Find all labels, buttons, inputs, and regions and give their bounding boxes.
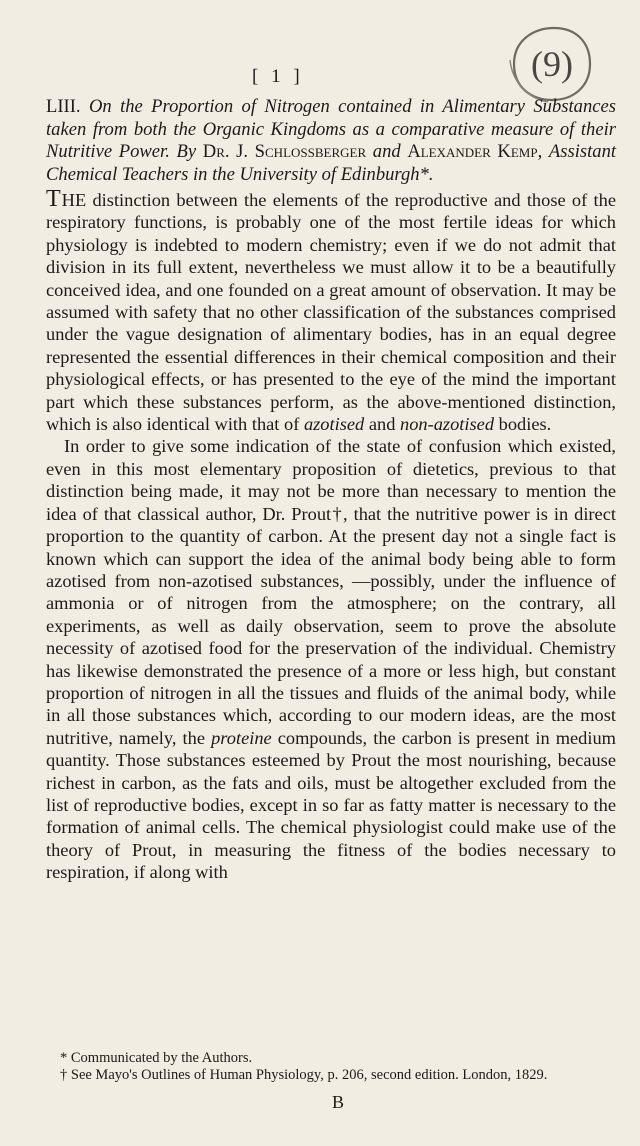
paragraph-1-text-a: HE distinction between the elements of the reproductive and those of the respiratory functions, is probably one of the most fertile ideas for which physiology is indebted to modern chemistry; even if we do not admit that division in its full extent, nevertheless we must allow it to be a beautifully conceived idea, and one founded on a great amount of observation. It may be assumed with safety that no other classification of the substances comprised under the vague designation of alimentary bodies, has in an equal degree represented the essential differences in their chemical composition and their physiological effects, or has presented to the eye of the mind the important part which these substances perform, as the above-mentioned distinction, which is also identical with that of [46,190,616,435]
footnotes [46,1050,616,1083]
footnote-2: † See Mayo's Outlines of Human Physiology, p. 206, second edition. London, 1829. [60,1066,548,1083]
article-body [46,96,616,884]
signature-mark: B [332,1092,345,1112]
author-affiliation: Assistant Chemical Teachers in the University of Edinburgh*. [46,141,617,185]
paragraph-1-italic-1: azotised [303,414,365,435]
author-2: Alexander Kemp, [407,141,543,162]
paragraph-2-italic-1: proteine [211,727,272,748]
library-stamp [496,20,596,108]
byline-and: and [372,141,401,162]
author-1: Dr. J. Schlossberger [202,141,367,162]
article-number: LIII. [46,96,81,117]
article-heading [46,96,616,186]
paragraph-1 [46,186,616,435]
paragraph-2-text-b: compounds, the carbon is present in medium quantity. Those substances esteemed by Prout the most nourishing, because richest in carbon, as the fats and oils, must be altogether excluded from the list of reproductive bodies, except in so far as fatty matter is necessary to the formation of animal cells. The chemical physiologist could make use of the theory of Prout, in measuring the fitness of the bodies necessary to respiration, if along with [46,727,616,883]
paragraph-1-text-b: and [368,414,396,435]
page-number: [ 1 ] [252,66,304,87]
article-title: On the Proportion of Nitrogen contained in Alimentary Substances taken from both the Organic Kingdoms as a comparative measure of their Nutritive Power. [46,96,616,162]
drop-cap: T [46,186,62,212]
stamp-mark: (9) [531,44,573,84]
paragraph-2-text-a: In order to give some indication of the state of confusion which existed, even in this most elementary proposition of dietetics, previous to that distinction being made, it may not be more than necessary to mention the idea of that classical author, Dr. Prout†, that the nutritive power is in direct proportion to the quantity of carbon. At the present day not a single fact is known which can support the idea of the animal body being able to form azotised from non-azotised substances, —possibly, under the influence of ammonia or of nitrogen from the atmosphere; on the contrary, all experiments, as well as daily observation, seem to prove the absolute necessity of azotised food for the preservation of the individual. Chemistry has likewise demonstrated the presence of a more or less high, but constant proportion of nitrogen in all the tissues and fluids of the animal body, while in all those substances which, according to our modern ideas, are the most nutritive, namely, the [46,436,616,748]
stamp-icon [496,20,596,108]
paragraph-1-italic-2: non-azotised [400,414,495,435]
byline-by: By [176,141,197,162]
footnote-1: * Communicated by the Authors. [60,1050,253,1066]
paragraph-1-text-c: bodies. [498,414,552,435]
paragraph-2 [46,435,616,883]
